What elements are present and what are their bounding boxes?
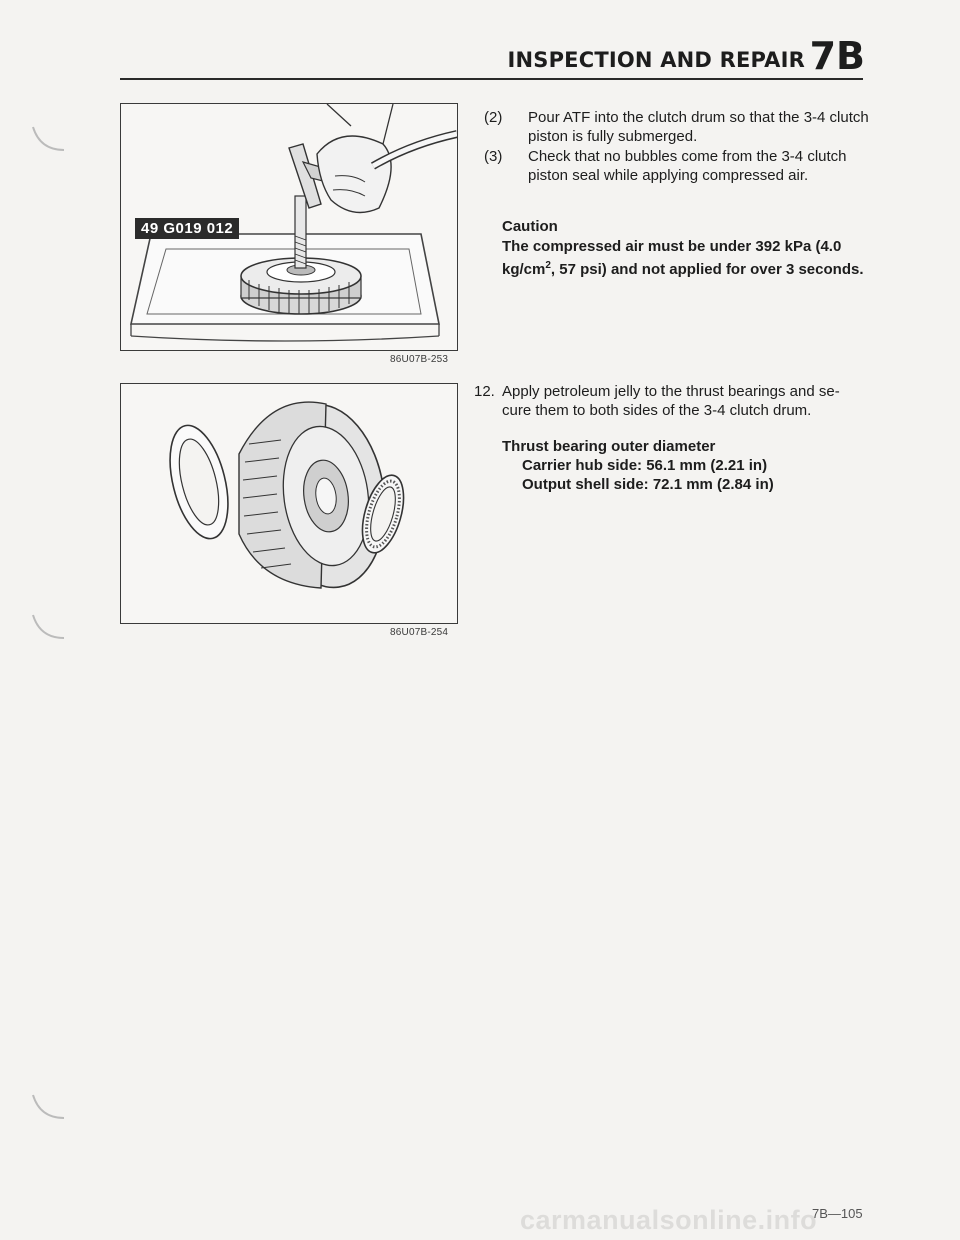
figure-thrust-bearings [120,383,458,624]
figure-id: 86U07B-253 [390,354,449,365]
spec-output-shell: Output shell side: 72.1 mm (2.84 in) [522,476,774,493]
spec-title: Thrust bearing outer diameter [502,438,716,455]
step-2 [484,108,869,146]
binder-mark [28,610,68,650]
caution-text-cont: , 57 psi) and not applied for over 3 seconds. [550,261,864,278]
page-header [120,34,865,80]
watermark: carmanualsonline.info [520,1205,818,1235]
caution-text: The compressed air must be under 392 kPa (4.0 kg/cm [502,237,842,278]
step-number: (2) [484,109,503,126]
step-12 [474,382,866,420]
page-number: 7B—105 [812,1206,863,1221]
binder-mark [28,1090,68,1130]
step-3 [484,147,869,185]
step-text: Pour ATF into the clutch drum so that the 3-4 clutch piston is fully submerged. [528,109,869,145]
chapter-number: 7B [809,34,865,78]
caution-heading: Caution [502,218,558,235]
step-text: Check that no bubbles come from the 3-4 clutch piston seal while applying compressed air. [528,148,847,184]
tool-number-label: 49 G019 012 [135,218,239,239]
caution-note [502,217,872,280]
header-title: INSPECTION AND REPAIR [507,48,805,72]
binder-mark [28,122,68,162]
step-number: (3) [484,148,503,165]
superscript: 2 [545,260,551,271]
thrust-bearing-illustration [121,384,457,623]
step-number: 12. [474,383,495,400]
spec-block [502,437,872,494]
spec-carrier-hub: Carrier hub side: 56.1 mm (2.21 in) [522,457,768,474]
figure-id: 86U07B-254 [390,627,449,638]
step-text: Apply petroleum jelly to the thrust bearings and se- cure them to both sides of the 3-4 clutch drum. [502,383,840,419]
figure-air-test [120,103,458,351]
